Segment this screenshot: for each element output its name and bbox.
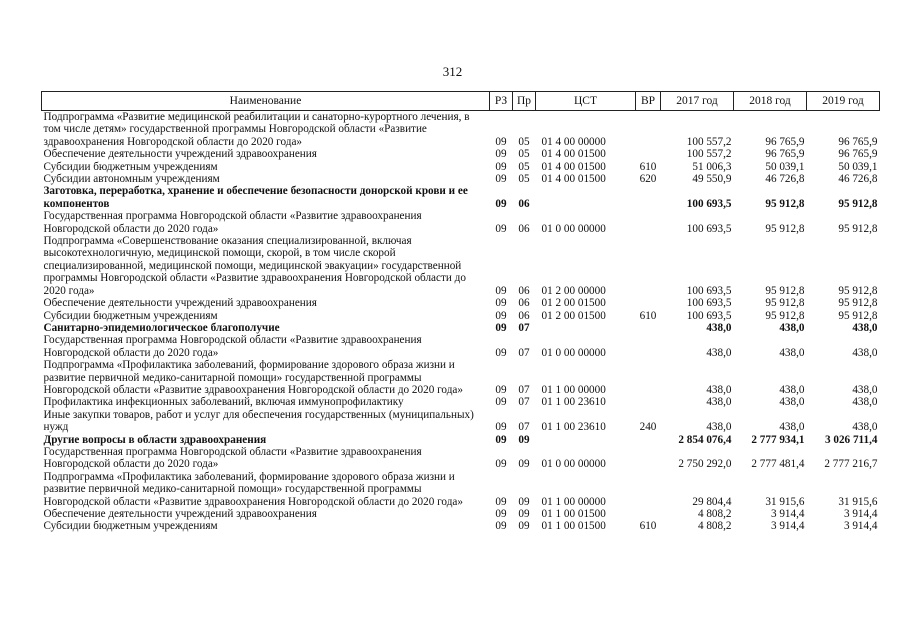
row-vr: [636, 359, 661, 396]
row-rz: 09: [495, 284, 507, 297]
row-amount-2019: 96 765,9: [838, 135, 878, 148]
row-amount-2018: 46 726,8: [765, 173, 805, 186]
header-cst: ЦСТ: [536, 92, 636, 111]
row-rz: 09: [495, 321, 507, 334]
row-amount-2017: 100 693,5: [686, 284, 732, 297]
row-name: Обеспечение деятельности учреждений здравоохранения: [43, 148, 317, 161]
table-header: [42, 92, 880, 111]
row-amount-2018: 50 039,1: [765, 160, 805, 173]
row-amount-2019: 95 912,8: [838, 284, 878, 297]
row-rz: 09: [495, 197, 507, 210]
row-rz: 09: [495, 297, 507, 310]
row-amount-2018: 95 912,8: [765, 222, 805, 235]
row-amount-2019: 95 912,8: [838, 309, 878, 322]
row-rz: 09: [495, 433, 507, 446]
row-rz: 09: [495, 160, 507, 173]
row-amount-2019: 31 915,6: [838, 495, 878, 508]
row-pr: 06: [518, 197, 530, 210]
row-rz: 09: [495, 148, 507, 161]
row-pr: 09: [518, 520, 530, 533]
row-vr: [636, 508, 661, 520]
row-vr: [636, 297, 661, 309]
row-pr: 09: [518, 458, 530, 471]
row-amount-2019: 3 026 711,4: [824, 433, 878, 446]
table-row: [42, 111, 880, 149]
table-row: [42, 185, 880, 210]
row-rz: 09: [495, 222, 507, 235]
row-amount-2017: 2 854 076,4: [678, 433, 732, 446]
row-name: Субсидии бюджетным учреждениям: [43, 309, 218, 322]
row-pr: 06: [518, 222, 530, 235]
row-cst: 01 1 00 23610: [541, 421, 606, 434]
row-name: Государственная программа Новгородской области «Развитие здравоохранения Новгородской области до 2020 года»: [43, 445, 422, 471]
table-row: [42, 235, 880, 297]
row-amount-2019: 46 726,8: [838, 173, 878, 186]
row-amount-2017: 100 557,2: [686, 148, 732, 161]
row-rz: 09: [495, 495, 507, 508]
row-pr: 05: [518, 160, 530, 173]
row-amount-2018: 95 912,8: [765, 284, 805, 297]
row-cst: 01 2 00 01500: [541, 297, 606, 310]
row-pr: 09: [518, 495, 530, 508]
row-vr: 610: [639, 309, 657, 322]
row-amount-2017: 49 550,9: [692, 173, 732, 186]
row-pr: 06: [518, 309, 530, 322]
row-amount-2018: 438,0: [779, 421, 805, 434]
row-name: Подпрограмма «Развитие медицинской реабилитации и санаторно-курортного лечения, в том числе детям» государственной программы Новгородской области «Развитие здравоохранения Новгородской области до 2020 года»: [43, 111, 470, 148]
row-amount-2017: 100 557,2: [686, 135, 732, 148]
row-amount-2019: 50 039,1: [838, 160, 878, 173]
row-vr: [636, 111, 661, 149]
row-pr: 09: [518, 433, 530, 446]
row-amount-2017: 29 804,4: [692, 495, 732, 508]
row-cst: 01 1 00 01500: [541, 520, 606, 533]
table-row: [42, 310, 880, 322]
row-rz: 09: [495, 508, 507, 520]
row-vr: [636, 210, 661, 235]
row-name: Субсидии автономным учреждениям: [43, 173, 220, 186]
table-row: [42, 334, 880, 359]
table-row: [42, 520, 880, 532]
row-amount-2019: 438,0: [852, 346, 878, 359]
row-amount-2017: 4 808,2: [697, 508, 732, 520]
header-2017: 2017 год: [661, 92, 734, 111]
row-amount-2018: 438,0: [779, 396, 805, 409]
row-cst: 01 0 00 00000: [541, 222, 606, 235]
row-amount-2019: 96 765,9: [838, 148, 878, 161]
row-rz: 09: [495, 383, 507, 396]
row-pr: 09: [518, 508, 530, 520]
header-2018: 2018 год: [734, 92, 807, 111]
row-amount-2019: 438,0: [852, 396, 878, 409]
row-cst: 01 2 00 01500: [541, 309, 606, 322]
row-amount-2019: 95 912,8: [838, 222, 878, 235]
row-vr: [636, 322, 661, 334]
header-name: Наименование: [42, 92, 490, 111]
row-name: Санитарно-эпидемиологическое благополучие: [43, 321, 280, 334]
row-rz: 09: [495, 346, 507, 359]
row-amount-2018: 3 914,4: [770, 520, 805, 533]
row-vr: [636, 396, 661, 408]
row-cst: 01 0 00 00000: [541, 346, 606, 359]
row-amount-2019: 95 912,8: [838, 197, 878, 210]
row-amount-2017: 438,0: [706, 346, 732, 359]
row-amount-2017: 438,0: [706, 321, 732, 334]
table-body: [42, 111, 880, 533]
row-amount-2019: 2 777 216,7: [824, 458, 878, 471]
row-amount-2017: 51 006,3: [692, 160, 732, 173]
table-row: [42, 359, 880, 396]
row-cst: 01 1 00 23610: [541, 396, 606, 409]
row-pr: 05: [518, 148, 530, 161]
header-rz: РЗ: [490, 92, 513, 111]
row-rz: 09: [495, 396, 507, 409]
row-cst: [536, 434, 636, 446]
row-amount-2017: 438,0: [706, 383, 732, 396]
table-row: [42, 297, 880, 309]
header-2019: 2019 год: [807, 92, 880, 111]
row-cst: 01 4 00 00000: [541, 135, 606, 148]
row-amount-2018: 31 915,6: [765, 495, 805, 508]
row-rz: 09: [495, 135, 507, 148]
row-name: Обеспечение деятельности учреждений здравоохранения: [43, 508, 317, 520]
row-name: Субсидии бюджетным учреждениям: [43, 160, 218, 173]
budget-table: [41, 91, 880, 533]
row-name: Заготовка, переработка, хранение и обеспечение безопасности донорской крови и ее компонентов: [43, 185, 468, 210]
row-amount-2018: 3 914,4: [770, 508, 805, 520]
row-amount-2018: 96 765,9: [765, 148, 805, 161]
row-amount-2019: 3 914,4: [843, 520, 878, 533]
table-row: [42, 161, 880, 173]
row-vr: 610: [639, 520, 657, 533]
row-amount-2018: 438,0: [779, 321, 805, 334]
header-pr: Пр: [513, 92, 536, 111]
row-cst: 01 4 00 01500: [541, 148, 606, 161]
row-amount-2019: 3 914,4: [843, 508, 878, 520]
row-rz: 09: [495, 520, 507, 533]
table-row: [42, 446, 880, 471]
row-name: Обеспечение деятельности учреждений здравоохранения: [43, 297, 317, 310]
row-rz: 09: [495, 309, 507, 322]
row-vr: [636, 471, 661, 508]
table-row: [42, 322, 880, 334]
row-name: Подпрограмма «Профилактика заболеваний, формирование здорового образа жизни и развитие первичной медико-санитарной помощи» государственной программы Новгородской области «Развитие здравоохранения Новгородской области до 2020 года»: [43, 359, 463, 396]
row-amount-2017: 4 808,2: [697, 520, 732, 533]
row-amount-2018: 2 777 481,4: [751, 458, 805, 471]
row-name: Государственная программа Новгородской области «Развитие здравоохранения Новгородской области до 2020 года»: [43, 210, 422, 235]
row-cst: 01 1 00 01500: [541, 508, 606, 520]
row-cst: 01 1 00 00000: [541, 495, 606, 508]
page-number: 312: [442, 64, 463, 79]
row-pr: 07: [518, 346, 530, 359]
row-amount-2018: 95 912,8: [765, 309, 805, 322]
row-pr: 07: [518, 321, 530, 334]
row-amount-2019: 438,0: [852, 321, 878, 334]
row-amount-2018: 438,0: [779, 383, 805, 396]
row-rz: 09: [495, 173, 507, 186]
row-pr: 05: [518, 135, 530, 148]
row-cst: [536, 322, 636, 334]
row-pr: 06: [518, 284, 530, 297]
table-row: [42, 508, 880, 520]
row-cst: 01 4 00 01500: [541, 160, 606, 173]
table-row: [42, 210, 880, 235]
row-name: Другие вопросы в области здравоохранения: [43, 433, 267, 446]
row-name: Подпрограмма «Совершенствование оказания специализированной, включая высокотехнологичную, медицинской помощи, скорой, в том числе скорой специализированной, медицинской помощи, медицинской эвакуации» государственной программы Новгородской области «Развитие здравоохранения Новгородской области до 2020 года»: [43, 235, 466, 297]
row-rz: 09: [495, 421, 507, 434]
row-vr: [636, 235, 661, 297]
row-amount-2018: 438,0: [779, 346, 805, 359]
row-name: Профилактика инфекционных заболеваний, включая иммунопрофилактику: [43, 396, 404, 409]
table-row: [42, 173, 880, 185]
row-name: Субсидии бюджетным учреждениям: [43, 520, 218, 533]
row-amount-2017: 100 693,5: [686, 197, 732, 210]
table-row: [42, 434, 880, 446]
row-vr: [636, 446, 661, 471]
row-vr: [636, 148, 661, 160]
row-pr: 07: [518, 396, 530, 409]
row-amount-2018: 96 765,9: [765, 135, 805, 148]
row-pr: 05: [518, 173, 530, 186]
row-cst: [536, 185, 636, 210]
row-vr: 610: [639, 160, 657, 173]
table-row: [42, 409, 880, 434]
row-cst: 01 1 00 00000: [541, 383, 606, 396]
row-vr: 240: [639, 421, 657, 434]
table-row: [42, 471, 880, 508]
row-pr: 07: [518, 421, 530, 434]
row-vr: [636, 185, 661, 210]
row-vr: [636, 434, 661, 446]
row-amount-2017: 100 693,5: [686, 309, 732, 322]
row-amount-2018: 95 912,8: [765, 197, 805, 210]
row-rz: 09: [495, 458, 507, 471]
row-vr: 620: [639, 173, 657, 186]
row-name: Государственная программа Новгородской области «Развитие здравоохранения Новгородской области до 2020 года»: [43, 334, 422, 359]
row-cst: 01 0 00 00000: [541, 458, 606, 471]
row-amount-2017: 2 750 292,0: [678, 458, 732, 471]
row-amount-2017: 100 693,5: [686, 222, 732, 235]
row-name: Подпрограмма «Профилактика заболеваний, формирование здорового образа жизни и развитие первичной медико-санитарной помощи» государственной программы Новгородской области «Развитие здравоохранения Новгородской области до 2020 года»: [43, 470, 463, 508]
table-row: [42, 396, 880, 408]
row-amount-2017: 100 693,5: [686, 297, 732, 310]
row-cst: 01 2 00 00000: [541, 284, 606, 297]
row-amount-2019: 438,0: [852, 383, 878, 396]
row-pr: 07: [518, 383, 530, 396]
row-name: Иные закупки товаров, работ и услуг для обеспечения государственных (муниципальных) нужд: [43, 408, 474, 434]
row-cst: 01 4 00 01500: [541, 173, 606, 186]
header-vr: ВР: [636, 92, 661, 111]
row-vr: [636, 334, 661, 359]
row-amount-2019: 438,0: [852, 421, 878, 434]
row-amount-2017: 438,0: [706, 421, 732, 434]
row-amount-2018: 95 912,8: [765, 297, 805, 310]
row-pr: 06: [518, 297, 530, 310]
row-amount-2018: 2 777 934,1: [751, 433, 805, 446]
row-amount-2017: 438,0: [706, 396, 732, 409]
table-row: [42, 148, 880, 160]
row-amount-2019: 95 912,8: [838, 297, 878, 310]
